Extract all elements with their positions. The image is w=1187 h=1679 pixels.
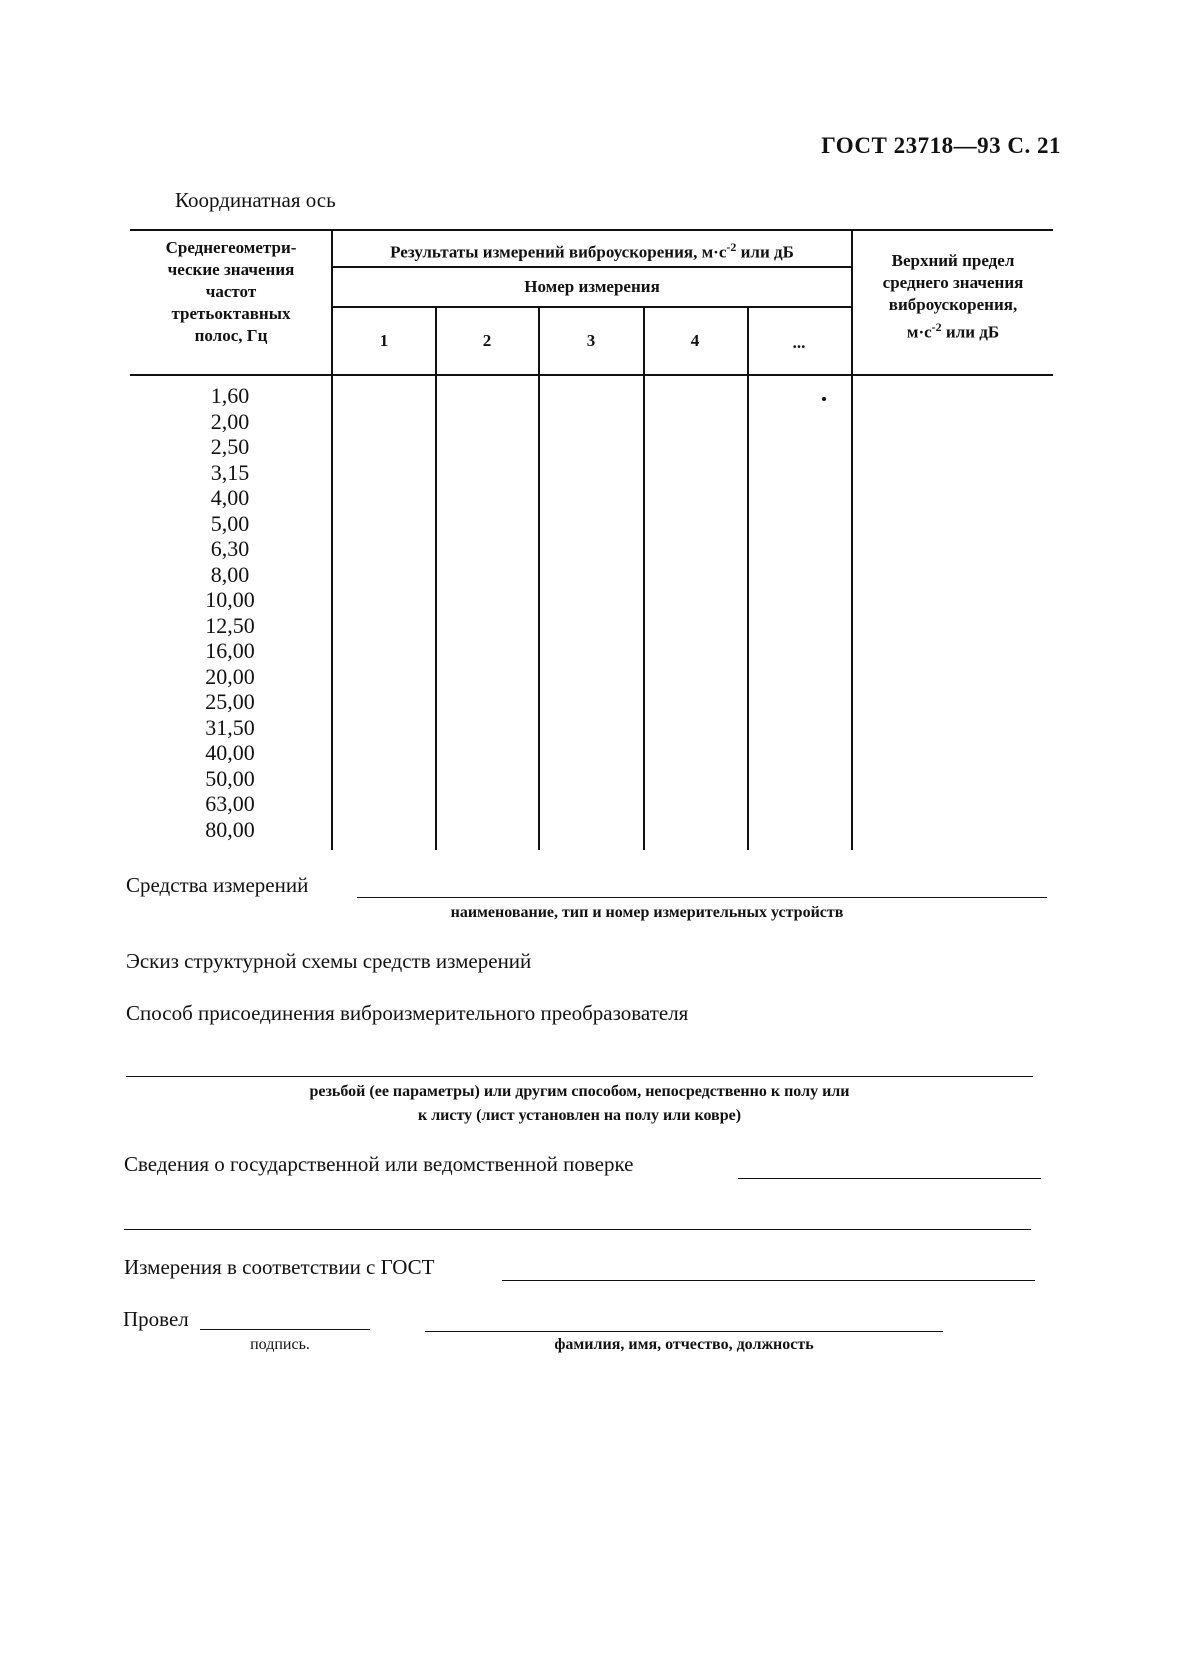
frequency-value: 40,00: [205, 740, 255, 765]
upper-limit-header: [855, 250, 1051, 344]
frequency-value: 3,15: [210, 460, 250, 485]
frequency-value: 1,60: [210, 383, 250, 408]
verification-line-2[interactable]: [124, 1229, 1031, 1230]
measurement-col-3: 3: [586, 331, 596, 350]
col-divider-4: [747, 306, 749, 850]
frequency-value: 25,00: [205, 689, 255, 714]
performed-label: Провел: [123, 1307, 189, 1331]
upper-limit-unit-line: [855, 316, 1051, 344]
frequency-value: 63,00: [205, 791, 255, 816]
frequency-value: 10,00: [205, 587, 255, 612]
mounting-hint-line2: к листу (лист установлен на полу или ковре): [417, 1107, 742, 1124]
signature-hint: подпись.: [250, 1336, 310, 1353]
col-divider-freq: [331, 229, 333, 850]
signature-line[interactable]: [200, 1329, 370, 1330]
freq-header-line: третьоктавных: [171, 304, 291, 323]
name-line[interactable]: [425, 1331, 943, 1332]
freq-column-header: [138, 237, 324, 347]
freq-header-line: полос, Гц: [194, 326, 268, 345]
instruments-label: Средства измерений: [126, 873, 309, 897]
mounting-label: Способ присоединения виброизмерительного преобразователя: [126, 1001, 689, 1025]
upper-limit-tail: или дБ: [945, 322, 1000, 342]
frequency-value: 16,00: [205, 638, 255, 663]
frequency-value: 2,00: [210, 409, 250, 434]
sketch-label: Эскиз структурной схемы средств измерений: [126, 949, 532, 973]
results-header-text: Результаты измерений виброускорения, м·с: [390, 242, 727, 262]
verification-line[interactable]: [738, 1178, 1041, 1179]
mounting-line[interactable]: [126, 1076, 1033, 1077]
measurement-col-1: 1: [379, 331, 389, 350]
table-top-rule: [130, 229, 1053, 231]
scan-speck: [822, 397, 826, 401]
upper-limit-line: виброускорения,: [888, 295, 1018, 314]
frequency-value: 12,50: [205, 613, 255, 638]
instruments-hint: наименование, тип и номер измерительных устройств: [450, 904, 844, 921]
freq-header-line: ческие значения: [167, 260, 295, 279]
verification-label: Сведения о государственной или ведомственной поверке: [124, 1152, 634, 1176]
gost-line[interactable]: [502, 1280, 1035, 1281]
frequency-value: 31,50: [205, 715, 255, 740]
frequency-value: 50,00: [205, 766, 255, 791]
measurement-col-4: 4: [690, 331, 700, 350]
results-header-rule: [331, 266, 853, 268]
frequency-value: 6,30: [210, 536, 250, 561]
axis-label: Координатная ось: [175, 188, 336, 212]
mounting-hint-line1: резьбой (ее параметры) или другим способом, непосредственно к полу или: [309, 1083, 850, 1100]
frequency-value: 20,00: [205, 664, 255, 689]
freq-header-line: частот: [205, 282, 257, 301]
page-header: ГОСТ 23718—93 С. 21: [821, 133, 1061, 158]
col-divider-2: [538, 306, 540, 850]
col-divider-3: [643, 306, 645, 850]
results-header: [333, 236, 851, 264]
results-header-tail: или дБ: [740, 242, 794, 262]
name-hint: фамилия, имя, отчество, должность: [554, 1336, 814, 1353]
upper-limit-line: Верхний предел: [891, 251, 1015, 270]
frequency-value: 80,00: [205, 817, 255, 842]
col-divider-results-end: [851, 229, 853, 850]
col-divider-1: [435, 306, 437, 850]
frequency-value: 2,50: [210, 434, 250, 459]
freq-header-line: Среднегеометри-: [165, 238, 297, 257]
results-header-exponent: -2: [726, 240, 737, 254]
gost-label: Измерения в соответствии с ГОСТ: [124, 1255, 435, 1279]
upper-limit-unit: м·с: [906, 322, 932, 342]
upper-limit-exponent: -2: [931, 320, 942, 334]
measurement-col-2: 2: [482, 331, 492, 350]
instruments-line[interactable]: [357, 897, 1047, 898]
number-header-rule: [331, 306, 853, 308]
measurement-number-header: Номер измерения: [524, 277, 660, 296]
frequency-value: 8,00: [210, 562, 250, 587]
frequency-value: 5,00: [210, 511, 250, 536]
table-header-bottom-rule: [130, 374, 1053, 376]
frequency-value: 4,00: [210, 485, 250, 510]
measurement-col-more: ...: [792, 333, 806, 352]
upper-limit-line: среднего значения: [882, 273, 1024, 292]
